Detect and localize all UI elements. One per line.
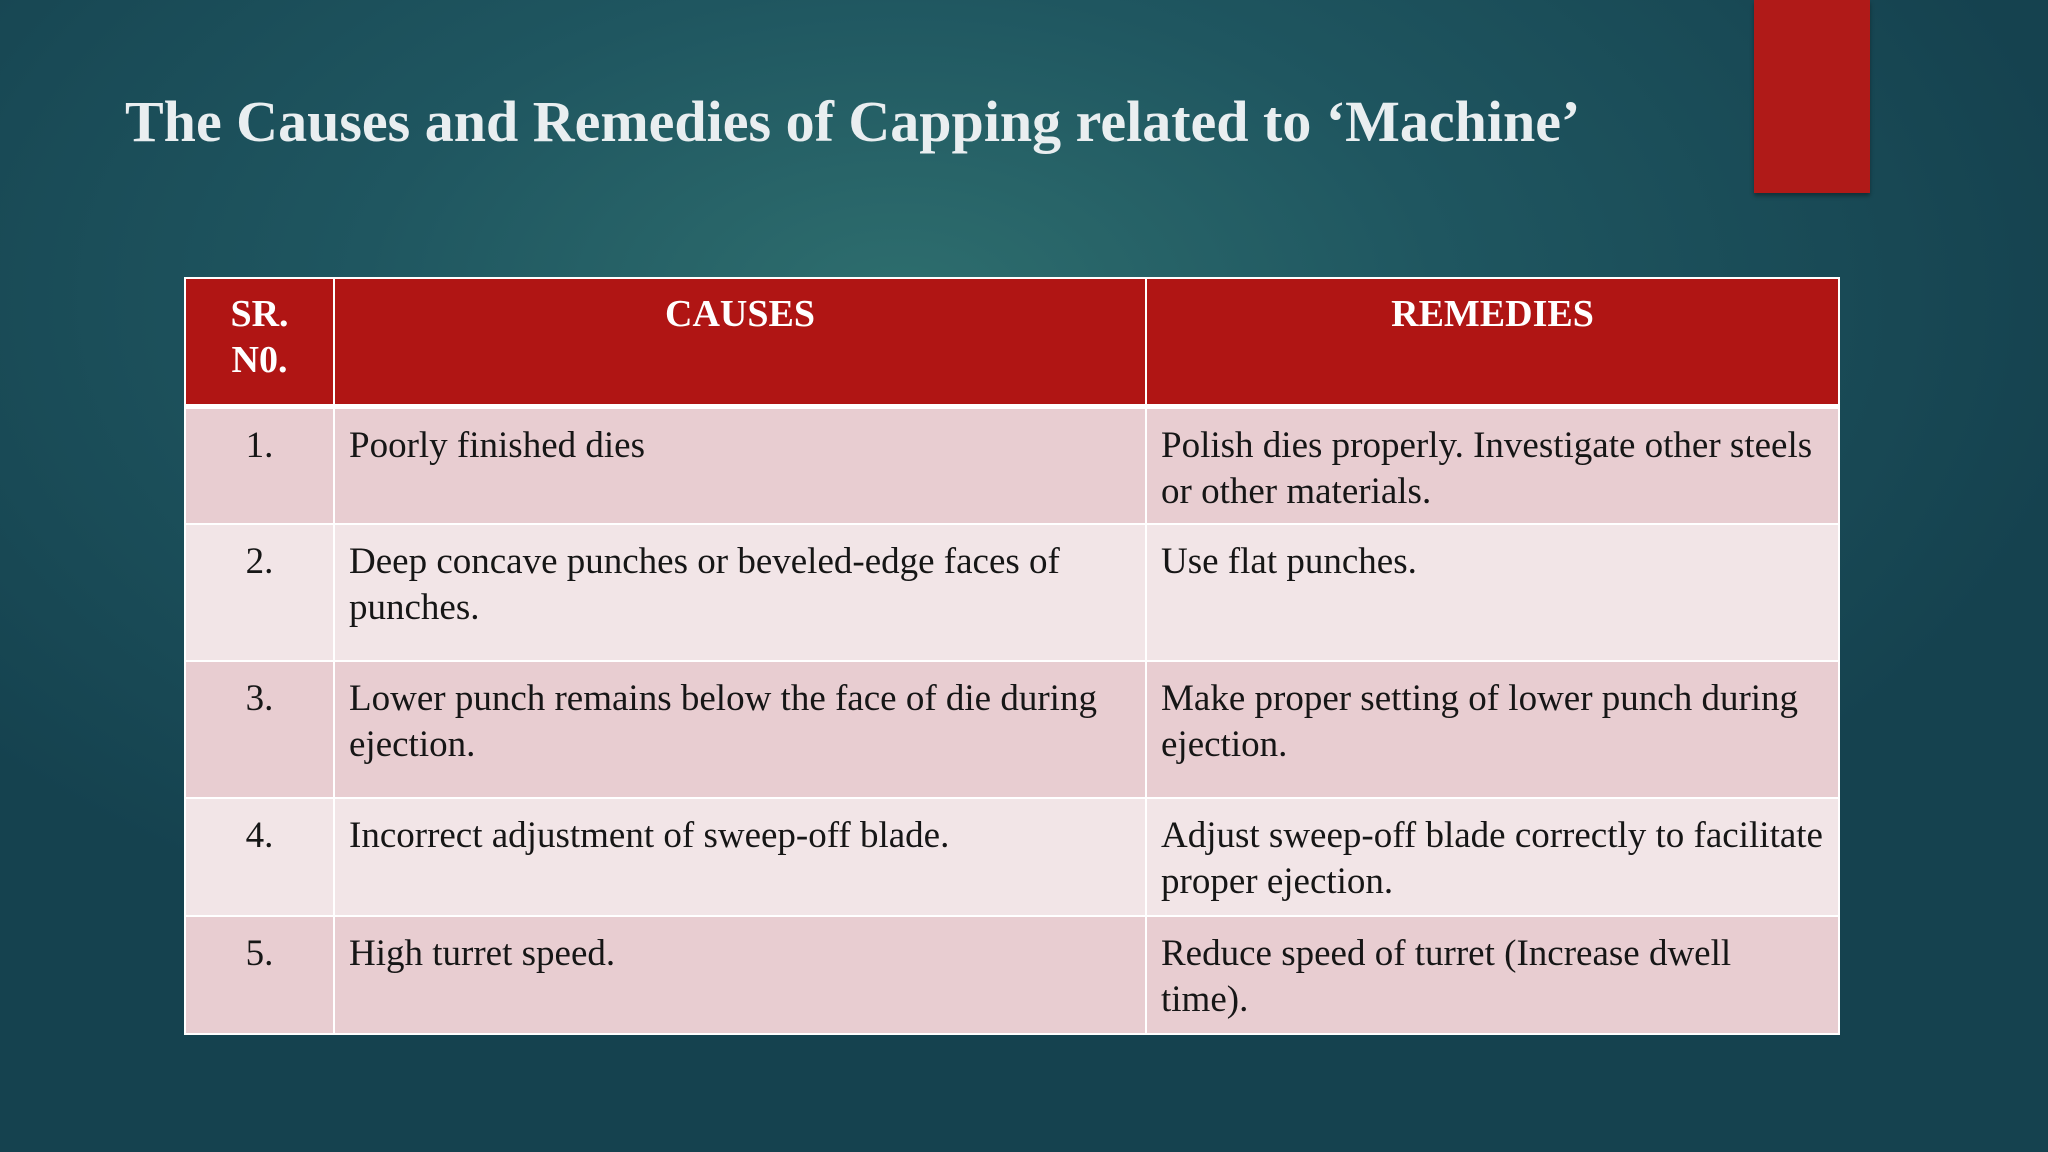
cause-cell: Incorrect adjustment of sweep-off blade.: [334, 798, 1146, 916]
table-header-row: [185, 278, 1839, 406]
remedy-cell: Make proper setting of lower punch during ejection.: [1146, 661, 1839, 798]
remedy-cell: Polish dies properly. Investigate other steels or other materials.: [1146, 406, 1839, 524]
remedy-cell: Adjust sweep-off blade correctly to facilitate proper ejection.: [1146, 798, 1839, 916]
red-accent-bar: [1754, 0, 1870, 193]
row-number: 3.: [185, 661, 334, 798]
table-row: [185, 406, 1839, 524]
slide-title: The Causes and Remedies of Capping related to ‘Machine’: [125, 89, 1581, 154]
header-causes: CAUSES: [334, 278, 1146, 406]
header-remedies: REMEDIES: [1146, 278, 1839, 406]
table-row: [185, 524, 1839, 661]
row-number: 1.: [185, 406, 334, 524]
header-sr-no-line1: SR.: [230, 293, 289, 335]
table-row: [185, 661, 1839, 798]
header-sr-no-line2: N0.: [231, 339, 288, 381]
cause-cell: Lower punch remains below the face of die during ejection.: [334, 661, 1146, 798]
cause-cell: Poorly finished dies: [334, 406, 1146, 524]
table-row: [185, 916, 1839, 1034]
row-number: 2.: [185, 524, 334, 661]
header-sr-no: [185, 278, 334, 406]
remedy-cell: Use flat punches.: [1146, 524, 1839, 661]
cause-cell: High turret speed.: [334, 916, 1146, 1034]
remedy-cell: Reduce speed of turret (Increase dwell time).: [1146, 916, 1839, 1034]
causes-remedies-table: [184, 277, 1840, 1035]
cause-cell: Deep concave punches or beveled-edge faces of punches.: [334, 524, 1146, 661]
table-row: [185, 798, 1839, 916]
row-number: 4.: [185, 798, 334, 916]
row-number: 5.: [185, 916, 334, 1034]
